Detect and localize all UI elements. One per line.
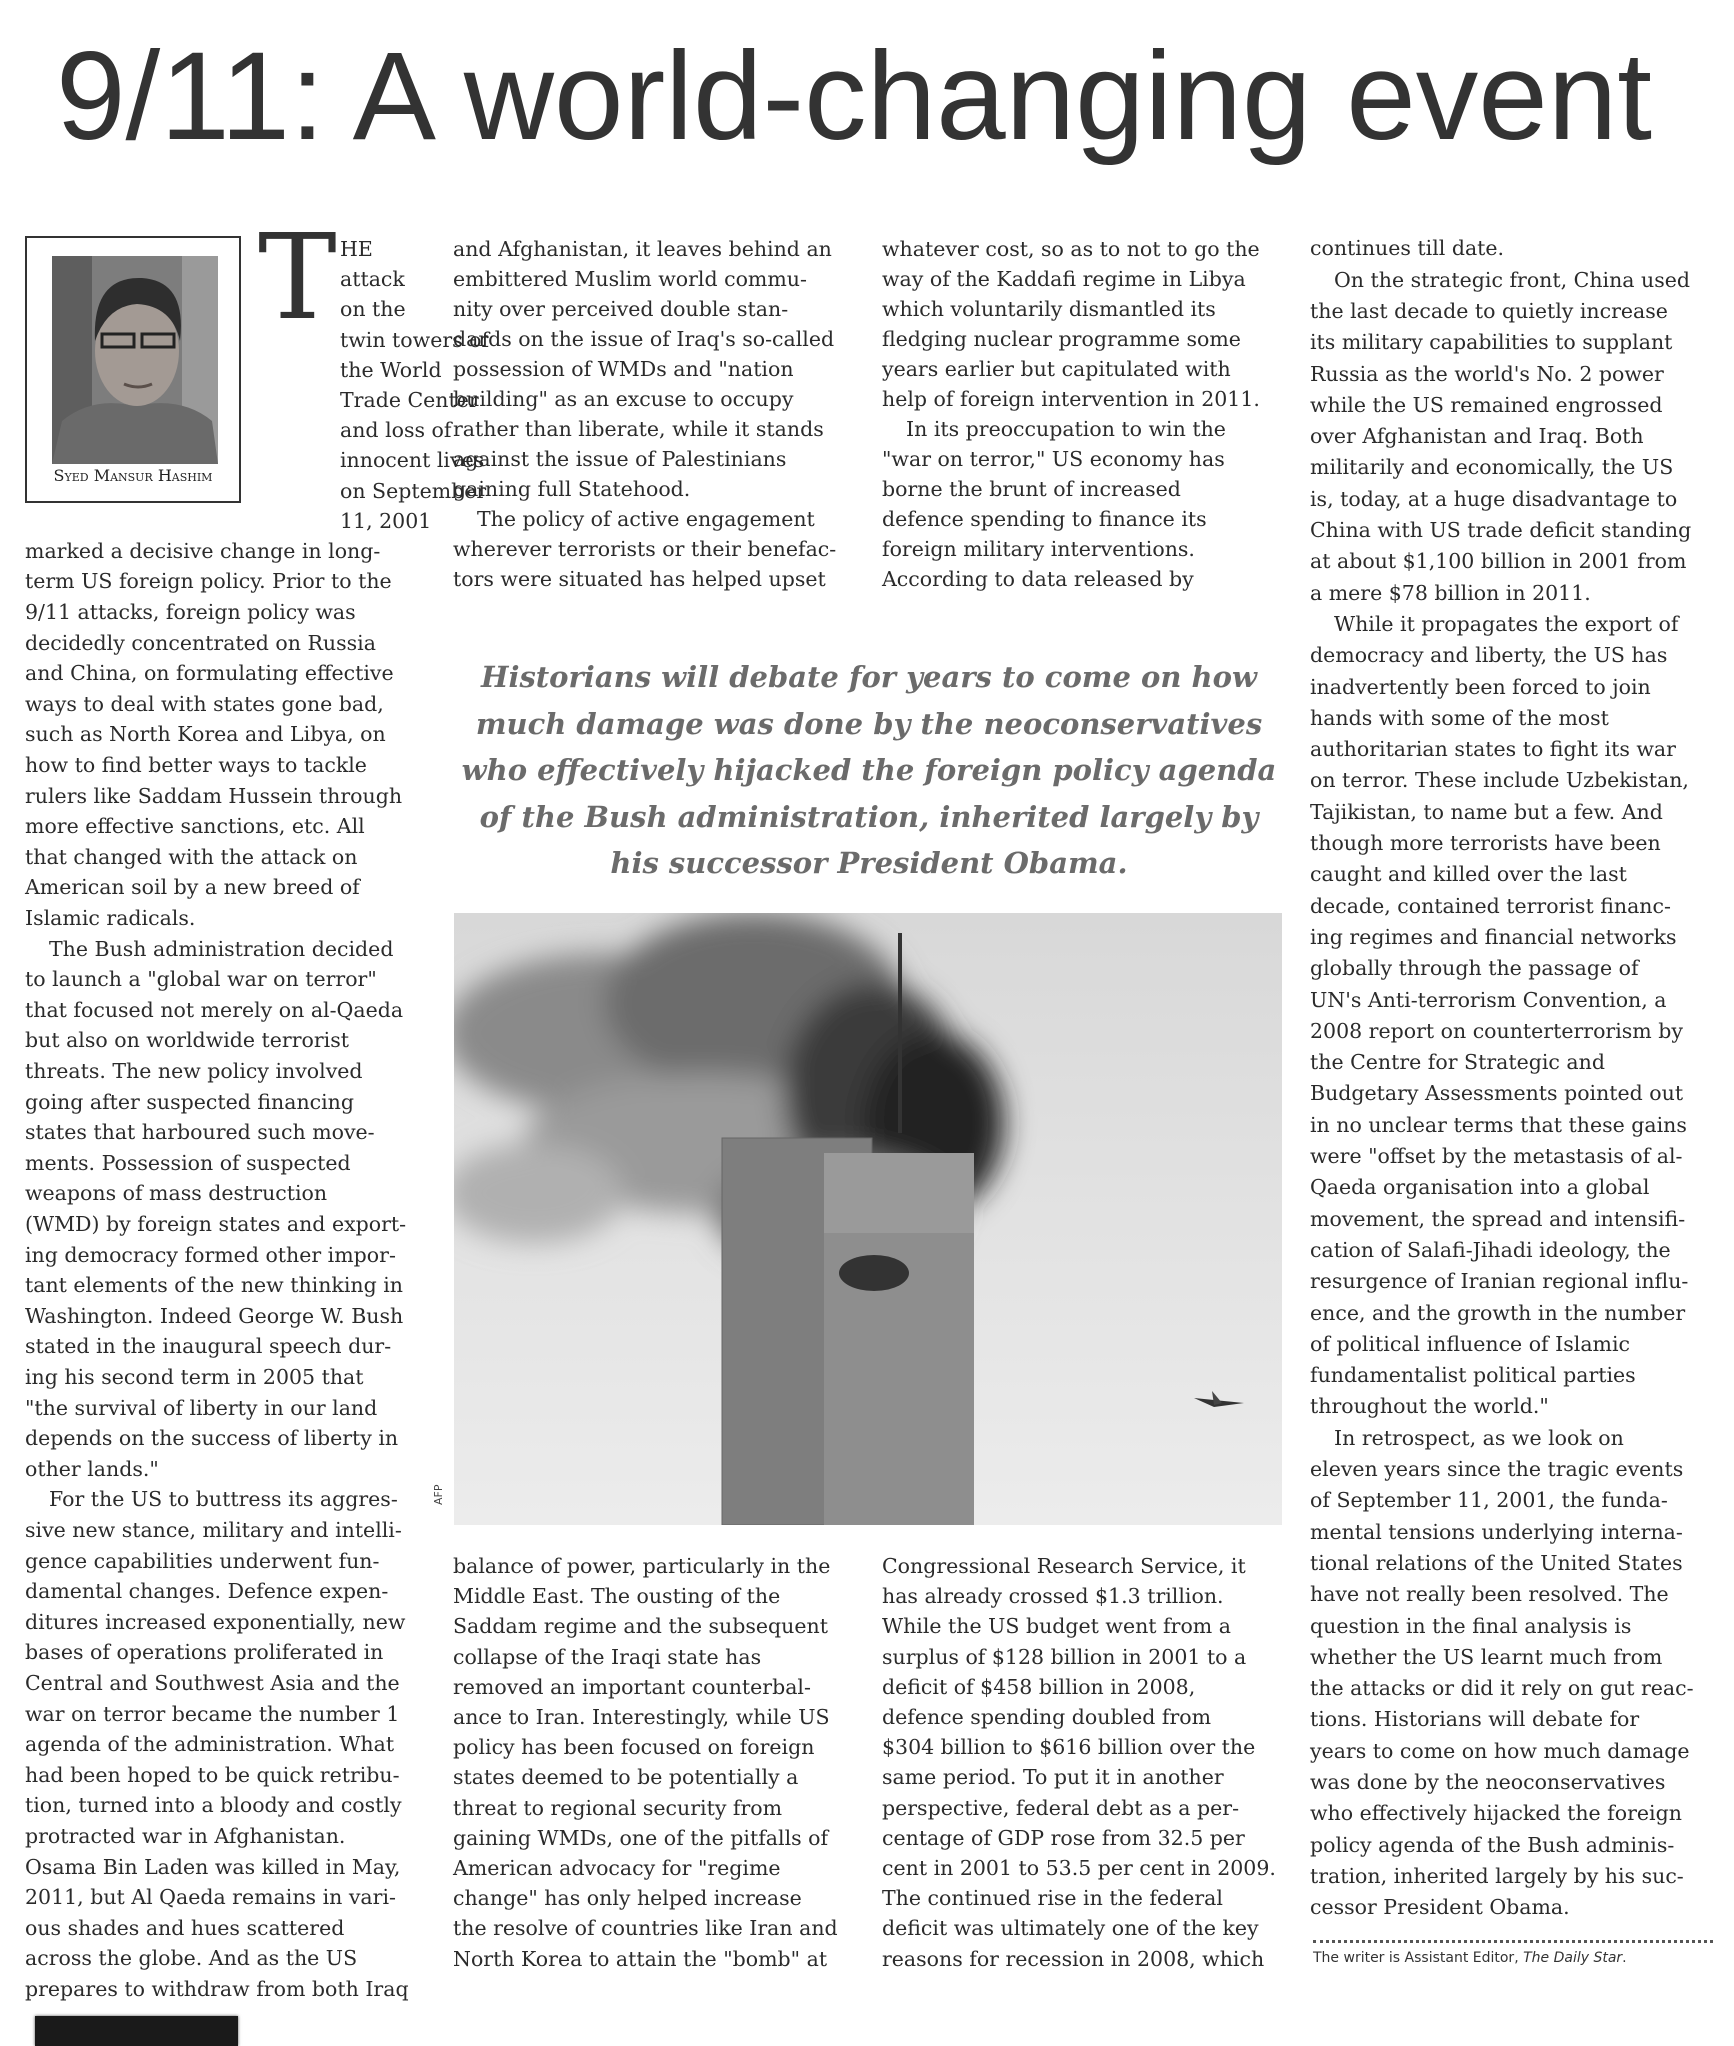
text-line: centage of GDP rose from 32.5 per [882,1825,1245,1850]
text-line: such as North Korea and Libya, on [25,722,386,747]
text-line: to launch a "global war on terror" [25,967,377,992]
text-line: North Korea to attain the "bomb" at [453,1946,828,1971]
text-line: years earlier but capitulated with [882,357,1231,381]
text-line: ments. Possession of suspected [25,1150,351,1175]
text-line: American soil by a new breed of [25,875,360,900]
text-line: fundamentalist political parties [1310,1363,1636,1388]
text-line: states deemed to be potentially a [453,1765,799,1790]
text-line: rulers like Saddam Hussein through [25,783,403,808]
text-line: ways to deal with states gone bad, [25,691,384,716]
pull-quote-line: much damage was done by the neoconservatives [475,706,1263,741]
text-line: is, today, at a huge disadvantage to [1310,486,1678,511]
text-line: and Afghanistan, it leaves behind an [453,237,832,261]
text-line: tant elements of the new thinking in [25,1273,403,1298]
text-line: the resolve of countries like Iran and [453,1916,838,1941]
text-line: on September [340,478,487,503]
text-line: while the US remained engrossed [1310,392,1663,417]
text-line: marked a decisive change in long- [25,538,381,563]
text-line: ing democracy formed other impor- [25,1242,396,1267]
text-line: had been hoped to be quick retribu- [25,1762,400,1787]
text-line: Central and Southwest Asia and the [25,1670,400,1695]
text-line: policy has been focused on foreign [453,1735,815,1760]
writer-note [1313,1950,1627,1966]
text-line: Middle East. The ousting of the [453,1584,781,1609]
text-line: American advocacy for "regime [453,1855,781,1880]
text-line: threats. The new policy involved [25,1058,363,1083]
text-line: On the strategic front, China used [1334,267,1691,292]
text-line: tration, inherited largely by his suc- [1310,1863,1684,1888]
text-line: and China, on formulating effective [25,661,394,686]
text-line: depends on the success of liberty in [25,1426,399,1451]
text-line: cent in 2001 to 53.5 per cent in 2009. [882,1855,1276,1880]
drop-cap: T [258,208,337,346]
text-line: that focused not merely on al-Qaeda [25,997,404,1022]
text-line: at about $1,100 billion in 2001 from [1310,549,1687,574]
text-line: protracted war in Afghanistan. [25,1823,346,1848]
text-line: prepares to withdraw from both Iraq [25,1976,409,2001]
author-box [25,236,241,503]
text-line: inadvertently been forced to join [1310,674,1651,699]
text-line: continues till date. [1310,236,1505,261]
text-line: which voluntarily dismantled its [882,297,1216,321]
text-line: surplus of $128 billion in 2001 to a [882,1644,1247,1669]
text-line: gaining full Statehood. [453,477,691,501]
text-line: of political influence of Islamic [1310,1331,1631,1356]
text-line: ing his second term in 2005 that [25,1364,364,1389]
text-line: other lands." [25,1456,159,1481]
text-line: The Bush administration decided [49,936,394,961]
text-line: fledging nuclear programme some [882,327,1241,351]
text-line: but also on worldwide terrorist [25,1028,349,1053]
text-line: weapons of mass destruction [25,1181,328,1206]
text-line: tions. Historians will debate for [1310,1707,1640,1732]
writer-prefix: The writer is Assistant Editor, [1313,1950,1524,1966]
text-line: removed an important counterbal- [453,1674,811,1699]
text-line: In retrospect, as we look on [1334,1425,1624,1450]
text-line: balance of power, particularly in the [453,1553,831,1578]
text-line: was done by the neoconservatives [1310,1770,1666,1795]
text-line: Budgetary Assessments pointed out [1310,1081,1684,1106]
text-line: in no unclear terms that these gains [1310,1112,1687,1137]
text-line: a mere $78 billion in 2011. [1310,580,1591,605]
text-line: policy agenda of the Bush adminis- [1310,1832,1675,1857]
text-line: hands with some of the most [1310,705,1609,730]
text-line: China with US trade deficit standing [1310,518,1692,543]
text-line: attack [340,267,405,292]
text-line: ing regimes and financial networks [1310,924,1677,949]
text-line: over Afghanistan and Iraq. Both [1310,424,1644,449]
text-line: militarily and economically, the US [1310,455,1674,480]
text-line: globally through the passage of [1310,956,1639,981]
text-line: According to data released by [882,567,1194,591]
headline: 9/11: A world-changing event [56,27,1653,166]
text-line: help of foreign intervention in 2011. [882,387,1260,411]
text-line: The policy of active engagement [477,507,815,531]
text-line: While it propagates the export of [1334,611,1679,636]
pull-quote-line: who effectively hijacked the foreign policy agenda [461,753,1277,787]
text-line: resurgence of Iranian regional influ- [1310,1269,1689,1294]
text-line: and loss of [340,418,452,443]
text-line: war on terror became the number 1 [25,1701,400,1726]
text-line: Qaeda organisation into a global [1310,1175,1650,1200]
text-line: $304 billion to $616 billion over the [882,1735,1256,1760]
text-line: the Centre for Strategic and [1310,1050,1605,1075]
text-line: change" has only helped increase [453,1886,802,1911]
text-line: Washington. Indeed George W. Bush [25,1303,404,1328]
text-line: movement, the spread and intensifi- [1310,1206,1686,1231]
text-line: cation of Salafi-Jihadi ideology, the [1310,1237,1671,1262]
text-line: decade, contained terrorist financ- [1310,893,1671,918]
text-line: whatever cost, so as to not to go the [882,237,1260,261]
author-photo [52,256,218,464]
text-line: defence spending to finance its [882,507,1207,531]
text-line: mental tensions underlying interna- [1310,1519,1683,1544]
publication-name: The Daily Star [1523,1950,1623,1966]
page-edge-bar [35,2016,238,2046]
text-line: foreign military interventions. [882,537,1195,561]
text-line: states that harboured such move- [25,1120,375,1145]
text-line: collapse of the Iraqi state has [453,1644,762,1669]
text-line: 11, 2001 [340,508,432,533]
text-line: twin towers of [340,327,490,352]
text-line: gaining WMDs, one of the pitfalls of [453,1825,829,1850]
text-line: its military capabilities to supplant [1310,330,1673,355]
text-line: the World [340,357,442,382]
author-name: Syed Mansur Hashim [53,466,213,485]
text-line: perspective, federal debt as a per- [882,1795,1240,1820]
text-line: In its preoccupation to win the [906,417,1226,441]
text-line: HE [340,236,373,261]
text-line: innocent lives [340,448,485,473]
text-line: Saddam regime and the subsequent [453,1614,828,1639]
text-line: While the US budget went from a [882,1614,1231,1639]
text-line: Congressional Research Service, it [882,1553,1246,1578]
text-line: ence, and the growth in the number [1310,1300,1686,1325]
text-line: threat to regional security from [453,1795,783,1820]
text-line: on the [340,297,406,322]
text-line: authoritarian states to fight its war [1310,737,1676,762]
text-line: whether the US learnt much from [1310,1644,1663,1669]
writer-suffix: . [1622,1950,1627,1966]
photo-credit: AFP [432,1484,445,1505]
text-line: way of the Kaddafi regime in Libya [882,267,1246,291]
text-line: gence capabilities underwent fun- [25,1548,380,1573]
pull-quote-line: his successor President Obama. [610,846,1128,880]
text-line: though more terrorists have been [1310,831,1661,856]
text-line: eleven years since the tragic events [1310,1457,1684,1482]
text-line: ance to Iran. Interestingly, while US [453,1704,830,1729]
text-line: going after suspected financing [25,1089,355,1114]
text-line: Trade Center [340,387,479,412]
text-line: who effectively hijacked the foreign [1310,1801,1682,1826]
text-line: deficit of $458 billion in 2008, [882,1674,1196,1699]
text-line: bases of operations proliferated in [25,1640,384,1665]
pull-quote-line: Historians will debate for years to come on how [481,660,1257,694]
text-line: how to find better ways to tackle [25,752,367,777]
text-line: possession of WMDs and "nation [453,357,794,381]
text-line: embittered Muslim world commu- [453,267,807,291]
text-line: years to come on how much damage [1310,1738,1690,1763]
text-line: rather than liberate, while it stands [453,417,824,441]
text-line: have not really been resolved. The [1310,1582,1669,1607]
text-line: nity over perceived double stan- [453,297,789,321]
text-line: 2008 report on counterterrorism by [1310,1018,1683,1043]
text-line: more effective sanctions, etc. All [25,814,365,839]
text-line: Tajikistan, to name but a few. And [1310,799,1663,824]
text-line: deficit was ultimately one of the key [882,1916,1259,1941]
pull-quote-line: of the Bush administration, inherited largely by [479,799,1259,834]
text-line: throughout the world." [1310,1394,1549,1419]
twin-towers-photo [454,913,1282,1525]
text-line: on terror. These include Uzbekistan, [1310,768,1689,793]
text-line: UN's Anti-terrorism Convention, a [1310,987,1667,1012]
text-line: question in the final analysis is [1310,1613,1632,1638]
text-line: Islamic radicals. [25,905,196,930]
text-line: ditures increased exponentially, new [25,1609,406,1634]
footer-divider [1313,1940,1713,1943]
text-line: borne the brunt of increased [882,477,1181,501]
text-line: 2011, but Al Qaeda remains in vari- [25,1885,396,1910]
text-line: the last decade to quietly increase [1310,298,1668,323]
text-line: (WMD) by foreign states and export- [25,1211,407,1236]
text-line: building" as an excuse to occupy [453,387,794,411]
text-line: across the globe. And as the US [25,1946,358,1971]
text-line: reasons for recession in 2008, which [882,1946,1265,1971]
text-line: 9/11 attacks, foreign policy was [25,599,356,624]
text-line: "war on terror," US economy has [882,447,1225,471]
text-line: that changed with the attack on [25,844,358,869]
text-line: were "offset by the metastasis of al- [1310,1144,1683,1169]
text-line: agenda of the administration. What [25,1732,395,1757]
text-line: ous shades and hues scattered [25,1915,345,1940]
text-line: tion, turned into a bloody and costly [25,1793,402,1818]
text-line: defence spending doubled from [882,1704,1212,1729]
text-line: democracy and liberty, the US has [1310,643,1668,668]
text-line: caught and killed over the last [1310,862,1627,887]
text-line: the attacks or did it rely on gut reac- [1310,1676,1694,1701]
text-line: has already crossed $1.3 trillion. [882,1584,1224,1609]
text-line: stated in the inaugural speech dur- [25,1334,392,1359]
text-line: sive new stance, military and intelli- [25,1517,402,1542]
text-line: dards on the issue of Iraq's so-called [453,327,835,351]
text-line: The continued rise in the federal [882,1886,1223,1911]
text-line: cessor President Obama. [1310,1895,1570,1920]
text-line: of September 11, 2001, the funda- [1310,1488,1668,1513]
text-line: tional relations of the United States [1310,1550,1683,1575]
text-line: wherever terrorists or their benefac- [453,537,837,561]
text-line: For the US to buttress its aggres- [49,1487,398,1512]
text-line: same period. To put it in another [882,1765,1224,1790]
text-line: Osama Bin Laden was killed in May, [25,1854,401,1879]
text-line: term US foreign policy. Prior to the [25,569,392,594]
text-line: against the issue of Palestinians [453,447,787,471]
text-line: "the survival of liberty in our land [25,1395,378,1420]
text-line: Russia as the world's No. 2 power [1310,361,1664,386]
text-line: tors were situated has helped upset [453,567,826,591]
text-line: decidedly concentrated on Russia [25,630,376,655]
text-line: damental changes. Defence expen- [25,1579,389,1604]
